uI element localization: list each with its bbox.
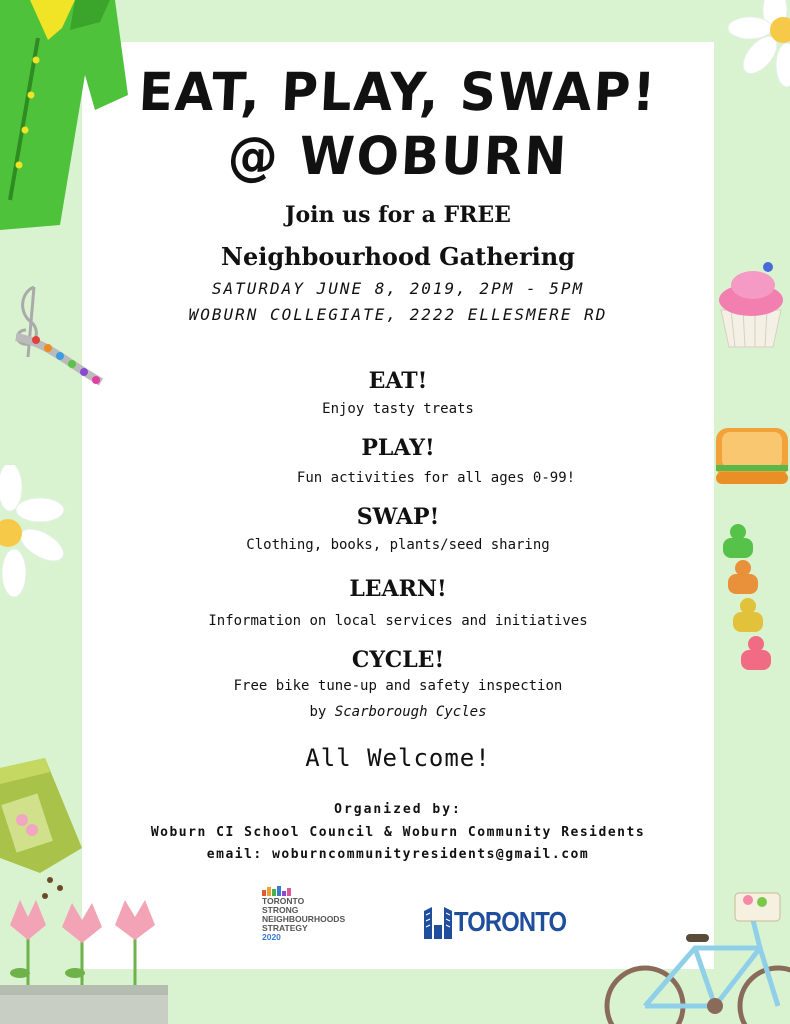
event-location: WOBURN COLLEGIATE, 2222 ELLESMERE RD bbox=[188, 305, 608, 324]
section-heading-cycle: CYCLE! bbox=[351, 647, 445, 673]
organized-label: Organized by: bbox=[334, 802, 462, 817]
section-heading-play: PLAY! bbox=[361, 435, 435, 461]
section-heading-learn: LEARN! bbox=[349, 576, 447, 602]
seed-packet-icon bbox=[0, 758, 85, 908]
toronto-wordmark: TORONTO bbox=[454, 906, 567, 937]
section-text-cycle: Free bike tune-up and safety inspection bbox=[233, 678, 563, 694]
city-hall-icon bbox=[422, 905, 454, 939]
cupcake-icon bbox=[713, 255, 790, 350]
title-line-1: EAT, PLAY, SWAP! bbox=[137, 61, 659, 123]
sns-line: STRONG bbox=[262, 905, 299, 915]
title-line-2: @ WOBURN bbox=[226, 125, 570, 187]
event-date: SATURDAY JUNE 8, 2019, 2PM - 5PM bbox=[211, 279, 585, 298]
organizer-email: email: woburncommunityresidents@gmail.com bbox=[206, 847, 590, 862]
daisy-icon bbox=[715, 0, 790, 95]
organizer-names: Woburn CI School Council & Woburn Community Residents bbox=[150, 825, 646, 840]
sns-skyline-icon bbox=[262, 886, 302, 896]
intro-line-2: Neighbourhood Gathering bbox=[221, 242, 575, 271]
section-heading-swap: SWAP! bbox=[356, 504, 440, 530]
welcome-text: All Welcome! bbox=[305, 744, 491, 772]
section-text-learn: Information on local services and initiatives bbox=[208, 613, 588, 629]
section-text-cycle-credit bbox=[82, 704, 714, 720]
toronto-logo bbox=[422, 905, 586, 939]
section-text-play: Fun activities for all ages 0-99! bbox=[296, 470, 576, 486]
section-heading-eat: EAT! bbox=[368, 368, 428, 394]
flower-pot-icon bbox=[0, 895, 170, 1024]
credit-organization: Scarborough Cycles bbox=[334, 704, 487, 720]
section-text-swap: Clothing, books, plants/seed sharing bbox=[246, 537, 550, 553]
bicycle-icon bbox=[600, 888, 790, 1024]
daisy-icon bbox=[0, 465, 70, 600]
sns-line: NEIGHBOURHOODS bbox=[262, 914, 346, 924]
intro-line-1: Join us for a FREE bbox=[285, 202, 511, 228]
section-text-eat: Enjoy tasty treats bbox=[322, 401, 474, 417]
sns-line: STRATEGY bbox=[262, 923, 308, 933]
credit-prefix: by bbox=[309, 704, 335, 720]
sns-line: TORONTO bbox=[262, 896, 305, 906]
sns-logo bbox=[262, 896, 346, 942]
sns-line: 2020 bbox=[262, 932, 281, 942]
